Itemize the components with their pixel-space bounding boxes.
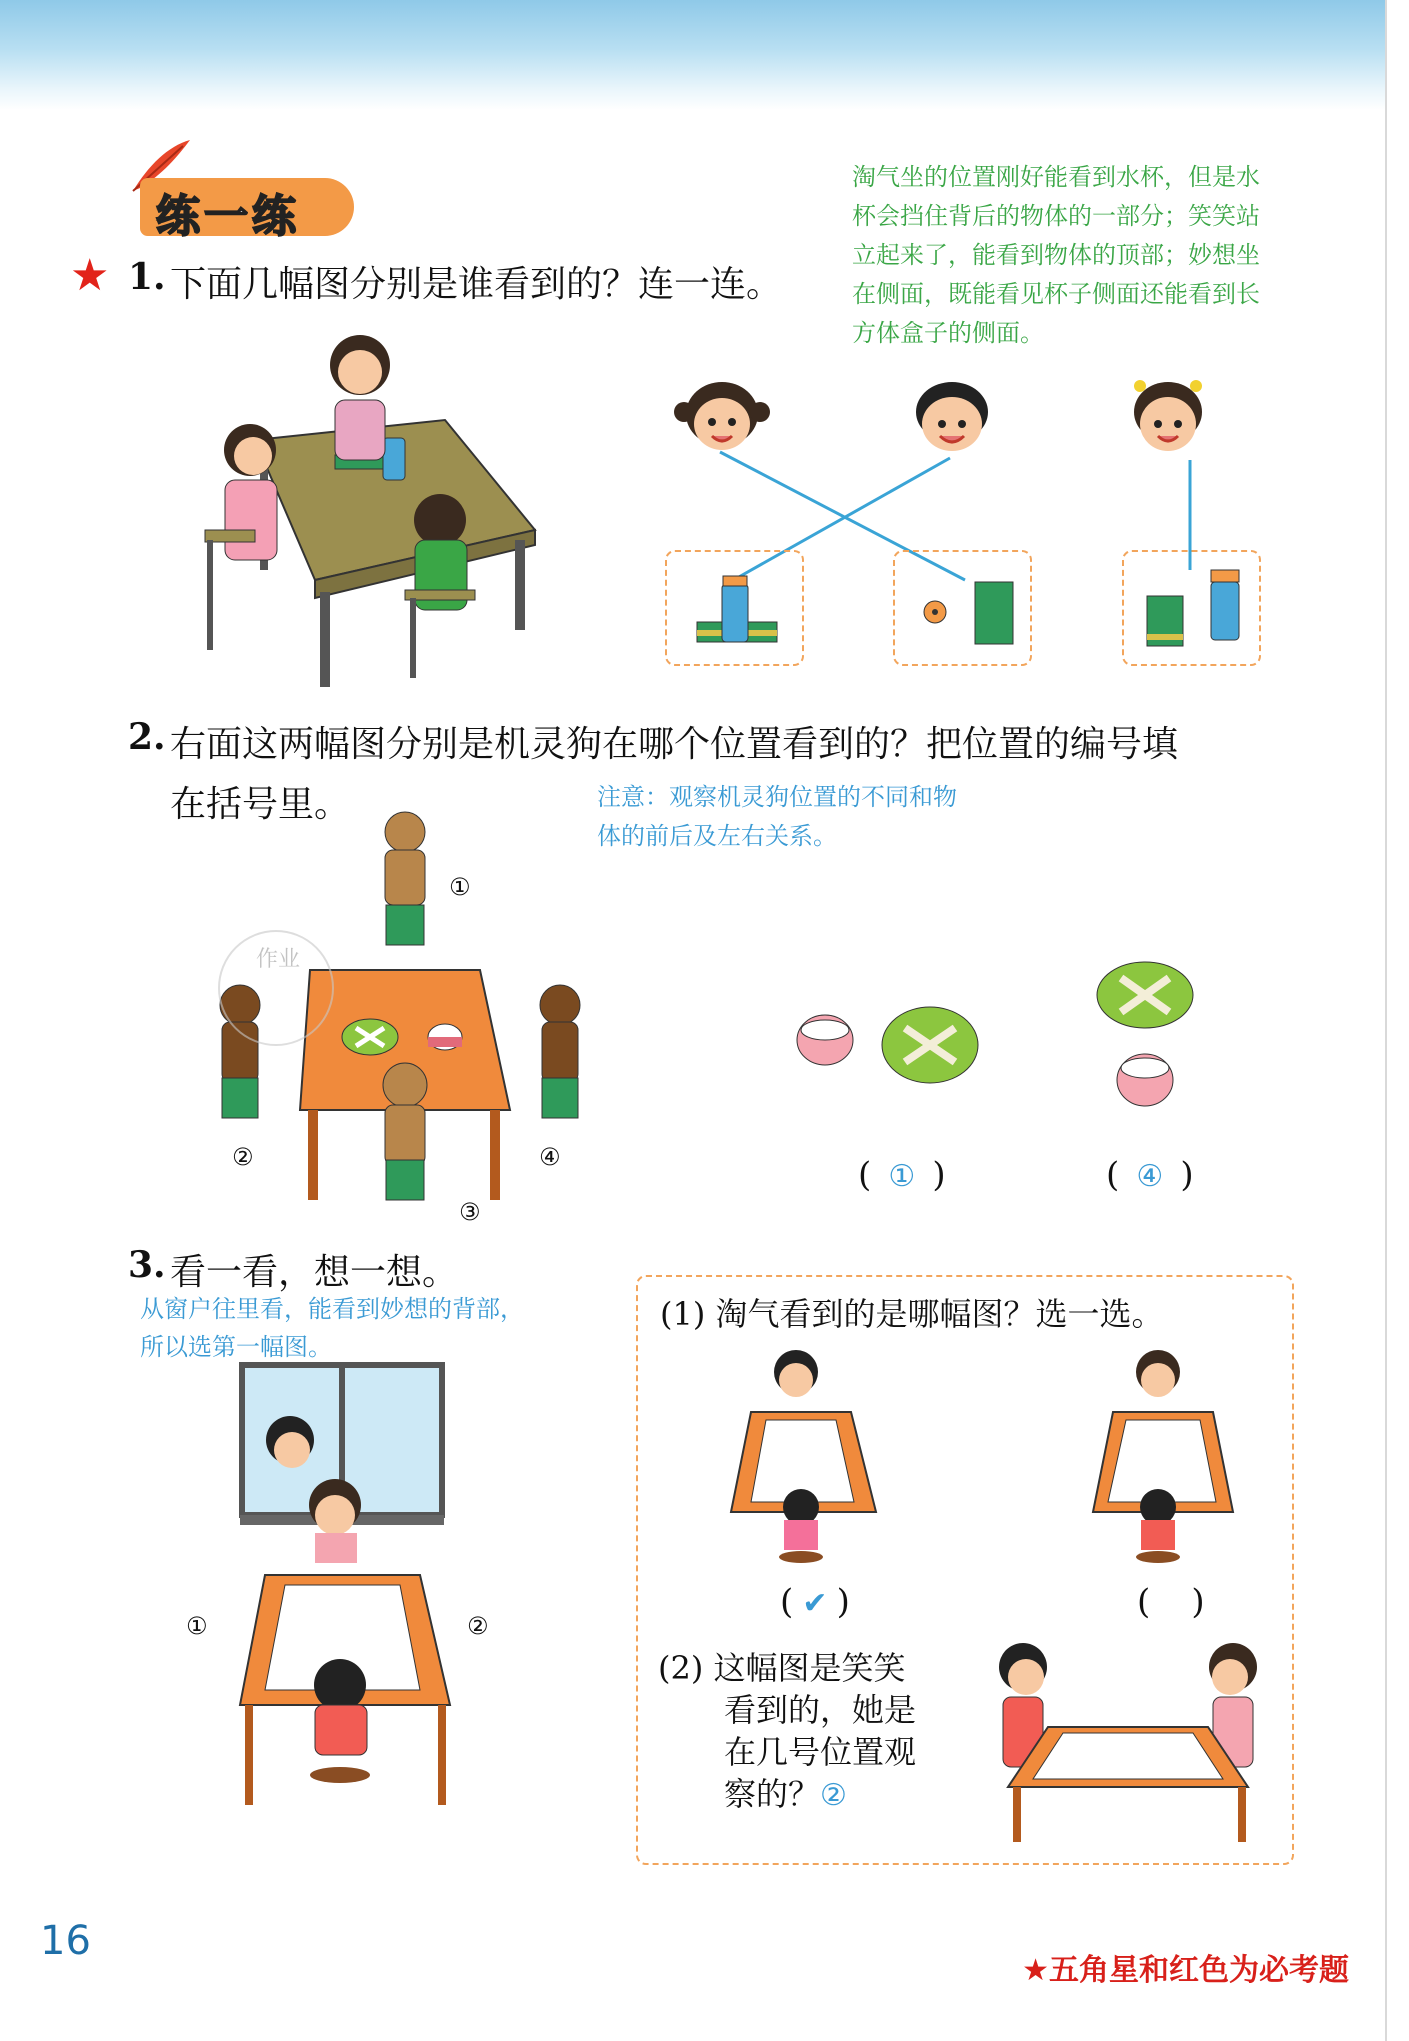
q2-answer-1: ① bbox=[888, 1159, 916, 1194]
q1-hint-line: 淘气坐的位置刚好能看到水杯，但是水 bbox=[852, 163, 1260, 191]
q3-sub2-text bbox=[658, 1647, 916, 1817]
position-label-1: ① bbox=[449, 873, 471, 901]
q1-view-box-1[interactable] bbox=[665, 550, 804, 666]
check-mark-icon: ✔ bbox=[802, 1586, 828, 1621]
q3-sub1-option-2-illustration[interactable] bbox=[1078, 1342, 1238, 1572]
q2-text-line1: 右面这两幅图分别是机灵狗在哪个位置看到的？把位置的编号填 bbox=[170, 724, 1179, 765]
q1-view-box-3[interactable] bbox=[1122, 550, 1261, 666]
cup-on-box-view-icon bbox=[697, 572, 777, 652]
q3-subquestions-box bbox=[636, 1275, 1294, 1865]
q3-hint-line: 所以选第一幅图。 bbox=[140, 1333, 332, 1361]
q1-hint-line: 杯会挡住背后的物体的一部分；笑笑站 bbox=[852, 202, 1260, 230]
q3-number: 3. bbox=[128, 1244, 166, 1286]
q2-view-1-icon bbox=[795, 1000, 985, 1090]
paren-open: ( bbox=[858, 1155, 872, 1195]
q3-window-chess-illustration bbox=[220, 1365, 470, 1825]
side-view-icon bbox=[1139, 566, 1249, 652]
required-legend: ★五角星和红色为必考题 bbox=[1022, 1953, 1349, 1988]
homework-stamp bbox=[218, 930, 334, 1046]
paren-open: ( bbox=[1106, 1155, 1120, 1195]
position-label-4: ④ bbox=[539, 1143, 561, 1171]
q3-sub1-answer-2-field[interactable] bbox=[1137, 1582, 1205, 1622]
q2-view-2-icon bbox=[1095, 960, 1195, 1110]
position-label-3: ③ bbox=[459, 1198, 481, 1226]
required-star-icon: ★ bbox=[70, 250, 110, 301]
page-number: 16 bbox=[40, 1918, 91, 1964]
q1-hint-line: 在侧面，既能看见杯子侧面还能看到长 bbox=[852, 280, 1260, 308]
q1-hint-line: 方体盒子的侧面。 bbox=[852, 319, 1044, 347]
paren-close: ) bbox=[932, 1155, 946, 1195]
homework-stamp-text: 作业 bbox=[256, 947, 301, 972]
paren-close: ) bbox=[1180, 1155, 1194, 1195]
q2-hint-line: 注意：观察机灵狗位置的不同和物 bbox=[597, 783, 957, 811]
q1-view-box-2[interactable] bbox=[893, 550, 1032, 666]
q3-position-label-1: ① bbox=[186, 1612, 208, 1640]
q3-text: 看一看，想一想。 bbox=[170, 1252, 459, 1293]
paren-open: ( bbox=[1137, 1582, 1151, 1622]
q1-hint-line: 立起来了，能看到物体的顶部；妙想坐 bbox=[852, 241, 1260, 269]
q3-sub2-line: 看到的，她是 bbox=[724, 1691, 917, 1729]
q1-number: 1. bbox=[128, 256, 166, 298]
q2-text-line2: 在括号里。 bbox=[170, 784, 351, 825]
q3-sub2-side-view-illustration bbox=[978, 1627, 1278, 1847]
q3-sub2-answer[interactable]: ② bbox=[820, 1778, 847, 1813]
q2-answer-2: ④ bbox=[1136, 1159, 1164, 1194]
q3-sub1-option-1-illustration[interactable] bbox=[726, 1342, 886, 1572]
section-title: 练一练 bbox=[156, 191, 300, 242]
q3-position-label-2: ② bbox=[467, 1612, 489, 1640]
q2-answer-1-field[interactable] bbox=[858, 1155, 946, 1195]
q3-sub1-answer-1-field[interactable] bbox=[780, 1582, 850, 1622]
q3-sub1-text: (1) 淘气看到的是哪幅图？选一选。 bbox=[660, 1295, 1164, 1333]
top-view-icon bbox=[905, 572, 1020, 652]
q3-sub2-line: 在几号位置观 bbox=[724, 1733, 917, 1771]
q1-text: 下面几幅图分别是谁看到的？连一连。 bbox=[170, 264, 783, 305]
paren-open: ( bbox=[780, 1582, 794, 1622]
position-label-2: ② bbox=[232, 1143, 254, 1171]
q2-number: 2. bbox=[128, 716, 166, 758]
q3-sub2-line: 察的？ bbox=[724, 1775, 821, 1813]
q2-answer-2-field[interactable] bbox=[1106, 1155, 1194, 1195]
paren-close: ) bbox=[836, 1582, 850, 1622]
paren-close: ) bbox=[1191, 1582, 1205, 1622]
q3-hint-line: 从窗户往里看，能看到妙想的背部， bbox=[140, 1295, 524, 1323]
q2-hint-line: 体的前后及左右关系。 bbox=[597, 822, 837, 850]
q3-sub2-line: (2) 这幅图是笑笑 bbox=[658, 1649, 906, 1687]
